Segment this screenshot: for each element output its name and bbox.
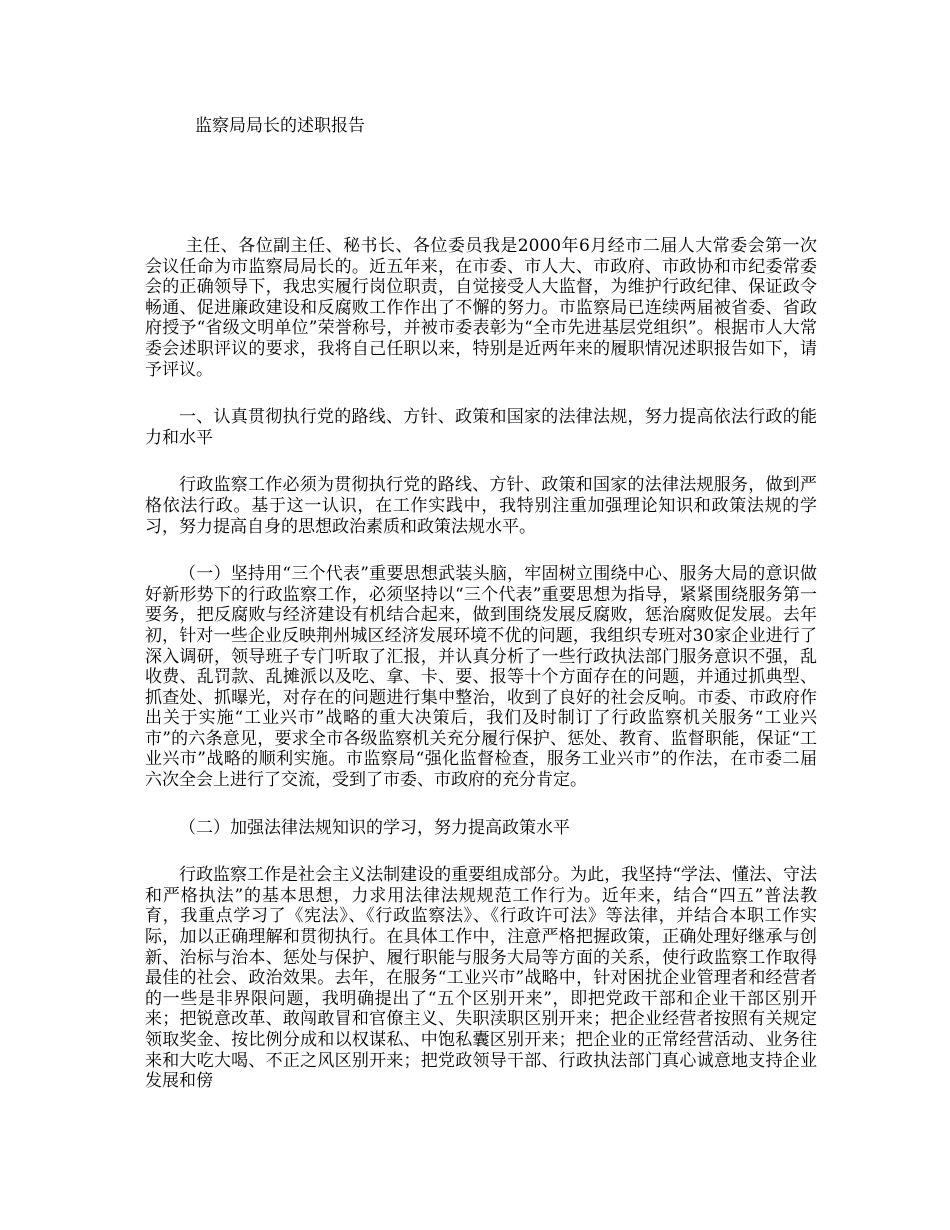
section-heading-1: 一、认真贯彻执行党的路线、方针、政策和国家的法律法规，努力提高依法行政的能力和水平 xyxy=(145,407,817,448)
document-body xyxy=(145,236,817,1119)
document-title: 监察局局长的述职报告 xyxy=(195,116,365,136)
subsection-heading-2: （二）加强法律法规知识的学习，努力提高政策水平 xyxy=(179,817,570,838)
paragraph-subsection-1: （一）坚持用“三个代表”重要思想武装头脑，牢固树立围绕中心、服务大局的意识做好新形势下的行政监察工作，必须坚持以“三个代表”重要思想为指导，紧紧围绕服务第一要务，把反腐败与经济建设有机结合起来，做到围绕发展反腐败，惩治腐败促发展。去年初，针对一些企业反映荆州城区经济发展环境不优的问题，我组织专班对30家企业进行了深入调研，领导班子专门听取了汇报，并认真分析了一些行政执法部门服务意识不强，乱收费、乱罚款、乱摊派以及吃、拿、卡、要、报等十个方面存在的问题，并通过抓典型、抓查处、抓曝光，对存在的问题进行集中整治，收到了良好的社会反响。市委、市政府作出关于实施“工业兴市”战略的重大决策后，我们及时制订了行政监察机关服务“工业兴市”的六条意见，要求全市各级监察机关充分履行保护、惩处、教育、监督职能，保证“工业兴市”战略的顺利实施。市监察局“强化监督检查，服务工业兴市”的作法，在市委二届六次全会上进行了交流，受到了市委、市政府的充分肯定。 xyxy=(145,564,817,791)
paragraph-section-1-intro: 行政监察工作必须为贯彻执行党的路线、方针、政策和国家的法律法规服务，做到严格依法行政。基于这一认识，在工作实践中，我特别注重加强理论知识和政策法规的学习，努力提高自身的思想政治素质和政策法规水平。 xyxy=(145,475,817,537)
paragraph-subsection-2: 行政监察工作是社会主义法制建设的重要组成部分。为此，我坚持“学法、懂法、守法和严格执法”的基本思想，力求用法律法规规范工作行为。近年来，结合“四五”普法教育，我重点学习了《宪法》、《行政监察法》、《行政许可法》等法律，并结合本职工作实际，加以正确理解和贯彻执行。在具体工作中，注意严格把握政策，正确处理好继承与创新、治标与治本、惩处与保护、履行职能与服务大局等方面的关系，使行政监察工作取得最佳的社会、政治效果。去年，在服务“工业兴市”战略中，针对困扰企业管理者和经营者的一些是非界限问题，我明确提出了“五个区别开来”，即把党政干部和企业干部区别开来；把锐意改革、敢闯敢冒和官僚主义、失职渎职区别开来；把企业经营者按照有关规定领取奖金、按比例分成和以权谋私、中饱私囊区别开来；把企业的正常经营活动、业务往来和大吃大喝、不正之风区别开来；把党政领导干部、行政执法部门真心诚意地支持企业发展和傍 xyxy=(145,865,817,1092)
paragraph-opening: 主任、各位副主任、秘书长、各位委员我是2000年6月经市二届人大常委会第一次会议任命为市监察局局长的。近五年来，在市委、市人大、市政府、市政协和市纪委常委会的正确领导下，我忠实履行岗位职责，自觉接受人大监督，为维护行政纪律、保证政令畅通、促进廉政建设和反腐败工作作出了不懈的努力。市监察局已连续两届被省委、省政府授予“省级文明单位”荣誉称号，并被市委表彰为“全市先进基层党组织”。根据市人大常委会述职评议的要求，我将自己任职以来，特别是近两年来的履职情况述职报告如下，请予评议。 xyxy=(145,236,817,380)
